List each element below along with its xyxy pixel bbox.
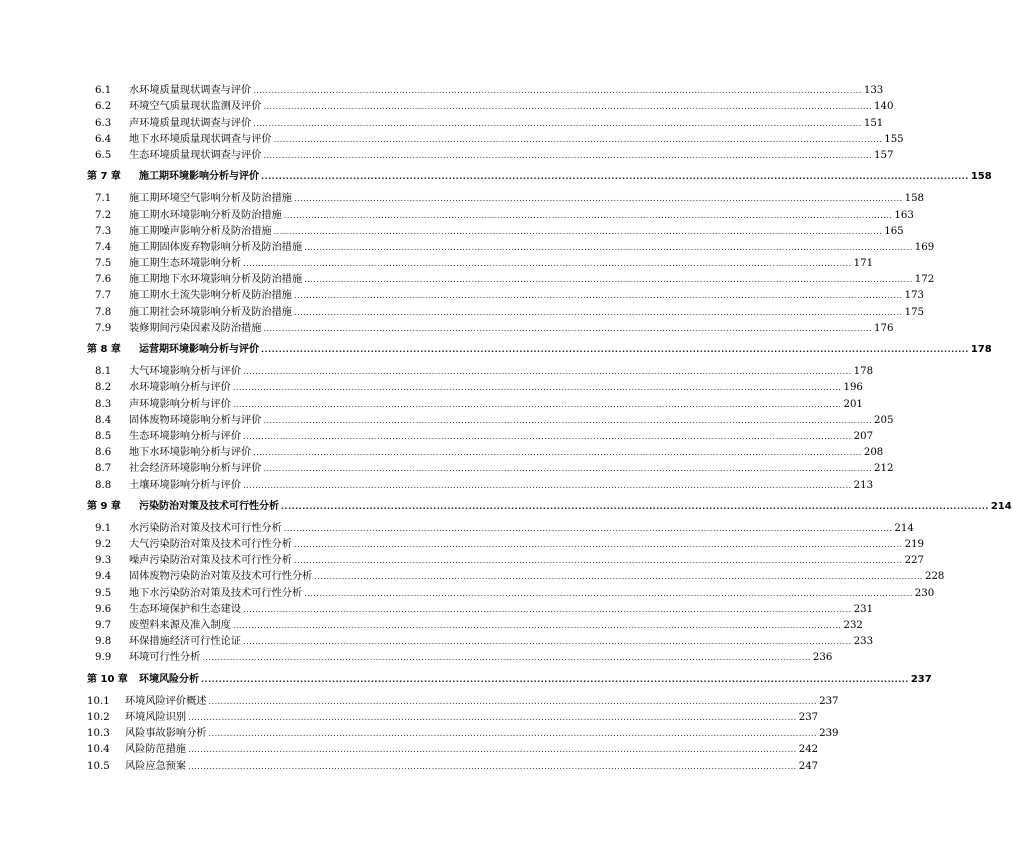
toc-leader-dots: ........................................................................................................................................................................................................ xyxy=(243,637,852,647)
toc-entry-title: 声环境质量现状调查与评价 xyxy=(129,117,252,129)
toc-entry-title: 施工期噪声影响分析及防治措施 xyxy=(129,225,272,237)
toc-section-entry[interactable] xyxy=(87,130,904,146)
toc-entry-page: 242 xyxy=(798,744,819,756)
toc-entry-number: 7.2 xyxy=(95,209,112,221)
toc-entry-page: 237 xyxy=(910,673,932,685)
toc-leader-dots: ........................................................................................................................................................................................................ xyxy=(243,259,852,269)
toc-entry-title: 固体废物环境影响分析与评价 xyxy=(129,414,262,426)
toc-entry-page: 208 xyxy=(863,447,884,459)
toc-entry-page: 239 xyxy=(819,728,839,740)
toc-leader-dots: ........................................................................................................................................................................................................ xyxy=(294,556,903,566)
toc-leader-dots: ........................................................................................................................................................................................................ xyxy=(281,501,989,511)
toc-entry-title: 风险事故影响分析 xyxy=(125,728,207,740)
toc-leader-dots: ........................................................................................................................................................................................................ xyxy=(304,242,913,252)
toc-entry-page: 196 xyxy=(843,382,863,394)
toc-entry-page: 173 xyxy=(904,290,925,302)
toc-entry-number: 6.1 xyxy=(95,85,112,97)
toc-leader-dots: ........................................................................................................................................................................................................ xyxy=(188,712,797,722)
toc-entry-title: 施工期水环境影响分析及防治措施 xyxy=(129,209,282,221)
toc-leader-dots: ........................................................................................................................................................................................................ xyxy=(253,86,862,96)
toc-section-entry[interactable] xyxy=(87,475,874,491)
toc-entry-page: 236 xyxy=(812,652,833,664)
toc-entry-title: 风险防范措施 xyxy=(125,744,187,756)
toc-entry-page: 212 xyxy=(874,463,894,475)
toc-entry-number: 10.4 xyxy=(87,744,110,756)
toc-entry-number: 8.4 xyxy=(95,414,112,426)
toc-entry-title: 环境空气质量现状监测及评价 xyxy=(129,101,262,113)
toc-entry-page: 230 xyxy=(914,587,935,599)
toc-leader-dots: ........................................................................................................................................................................................................ xyxy=(253,118,862,128)
toc-entry-number: 7.1 xyxy=(95,193,112,205)
toc-entry-number: 9.5 xyxy=(95,587,112,599)
toc-section-entry[interactable] xyxy=(87,238,935,254)
toc-entry-number: 第 8 章 xyxy=(87,344,121,355)
toc-entry-page: 237 xyxy=(798,711,819,723)
toc-entry-title: 施工期环境空气影响分析及防治措施 xyxy=(129,193,292,205)
toc-entry-number: 8.3 xyxy=(95,398,112,410)
toc-entry-title: 水环境影响分析与评价 xyxy=(129,382,231,394)
toc-leader-dots: ........................................................................................................................................................................................................ xyxy=(188,745,797,755)
toc-entry-title: 生态环境影响分析与评价 xyxy=(129,430,242,442)
toc-section-entry[interactable] xyxy=(87,319,894,335)
toc-entry-title: 装修期间污染因素及防治措施 xyxy=(129,322,262,334)
toc-entry-number: 10.3 xyxy=(87,728,110,740)
toc-entry-title: 污染防治对策及技术可行性分析 xyxy=(139,500,279,512)
toc-section-entry[interactable] xyxy=(87,740,819,756)
toc-entry-number: 9.1 xyxy=(95,522,112,534)
toc-leader-dots: ........................................................................................................................................................................................................ xyxy=(208,696,818,706)
toc-entry-number: 8.1 xyxy=(95,366,112,378)
toc-chapter-entry[interactable] xyxy=(87,497,1012,513)
toc-entry-page: 157 xyxy=(874,149,894,161)
toc-entry-page: 158 xyxy=(904,193,925,205)
toc-leader-dots: ........................................................................................................................................................................................................ xyxy=(232,621,842,630)
toc-entry-number: 9.6 xyxy=(95,603,112,615)
toc-entry-page: 169 xyxy=(914,241,935,253)
toc-leader-dots: ........................................................................................................................................................................................................ xyxy=(253,448,862,458)
toc-entry-page: 171 xyxy=(853,258,874,270)
toc-entry-title: 环境风险识别 xyxy=(125,711,187,723)
toc-entry-number: 7.6 xyxy=(95,274,112,286)
toc-entry-page: 165 xyxy=(884,225,904,237)
toc-entry-title: 大气污染防治对策及技术可行性分析 xyxy=(129,539,292,551)
toc-entry-title: 风险应急预案 xyxy=(125,760,187,772)
toc-section-entry[interactable] xyxy=(87,411,894,427)
toc-entry-title: 地下水污染防治对策及技术可行性分析 xyxy=(129,587,303,599)
toc-leader-dots: ........................................................................................................................................................................................................ xyxy=(304,588,913,598)
toc-entry-title: 环境风险分析 xyxy=(139,673,199,685)
toc-entry-number: 第 10 章 xyxy=(87,673,128,685)
toc-section-entry[interactable] xyxy=(87,222,904,238)
toc-leader-dots: ........................................................................................................................................................................................................ xyxy=(243,431,852,441)
toc-entry-number: 9.9 xyxy=(95,652,112,664)
toc-entry-title: 施工期环境影响分析与评价 xyxy=(139,171,259,183)
toc-entry-page: 155 xyxy=(884,133,904,145)
toc-section-entry[interactable] xyxy=(87,616,863,632)
toc-entry-page: 232 xyxy=(843,620,863,631)
toc-entry-number: 8.6 xyxy=(95,447,112,459)
toc-entry-title: 废塑料来源及准入制度 xyxy=(129,620,231,631)
toc-leader-dots: ........................................................................................................................................................................................................ xyxy=(294,194,903,204)
toc-section-entry[interactable] xyxy=(87,270,935,286)
toc-entry-number: 10.2 xyxy=(87,711,110,723)
toc-entry-title: 地下水环境影响分析与评价 xyxy=(129,447,252,459)
toc-section-entry[interactable] xyxy=(87,362,874,378)
toc-entry-page: 227 xyxy=(904,555,925,567)
toc-section-entry[interactable] xyxy=(87,97,894,113)
toc-entry-number: 7.8 xyxy=(95,306,112,318)
toc-section-entry[interactable] xyxy=(87,535,925,551)
toc-leader-dots: ........................................................................................................................................................................................................ xyxy=(243,604,852,614)
toc-entry-title: 声环境影响分析与评价 xyxy=(129,398,231,410)
toc-entry-number: 10.5 xyxy=(87,760,110,772)
toc-section-entry[interactable] xyxy=(87,459,894,475)
toc-entry-number: 8.8 xyxy=(95,479,112,491)
toc-entry-title: 地下水环境质量现状调查与评价 xyxy=(129,133,272,145)
toc-entry-number: 9.4 xyxy=(95,571,112,583)
toc-entry-page: 205 xyxy=(874,414,894,426)
toc-entry-title: 生态环境质量现状调查与评价 xyxy=(129,149,262,161)
toc-entry-page: 231 xyxy=(853,603,874,615)
toc-entry-title: 水污染防治对策及技术可行性分析 xyxy=(129,522,282,534)
toc-entry-page: 158 xyxy=(970,171,992,183)
toc-chapter-entry[interactable] xyxy=(87,669,932,685)
toc-entry-number: 8.2 xyxy=(95,382,112,394)
toc-entry-title: 噪声污染防治对策及技术可行性分析 xyxy=(129,555,292,567)
toc-section-entry[interactable] xyxy=(87,427,874,443)
toc-entry-number: 第 7 章 xyxy=(87,171,121,183)
toc-entry-page: 228 xyxy=(924,571,945,583)
toc-entry-page: 133 xyxy=(863,85,884,97)
toc-entry-number: 10.1 xyxy=(87,695,110,707)
toc-leader-dots: ........................................................................................................................................................................................................ xyxy=(263,464,873,474)
toc-entry-title: 水环境质量现状调查与评价 xyxy=(129,85,252,97)
toc-chapter-entry[interactable] xyxy=(87,167,992,183)
toc-entry-title: 施工期固体废弃物影响分析及防治措施 xyxy=(129,241,303,253)
toc-leader-dots: ........................................................................................................................................................................................................ xyxy=(243,367,852,377)
toc-section-entry[interactable] xyxy=(87,286,925,302)
toc-entry-page: 201 xyxy=(843,398,863,410)
toc-section-entry[interactable] xyxy=(87,692,839,708)
toc-leader-dots: ........................................................................................................................................................................................................ xyxy=(232,399,842,409)
toc-entry-page: 163 xyxy=(894,209,914,221)
toc-leader-dots: ........................................................................................................................................................................................................ xyxy=(263,102,873,112)
toc-entry-page: 140 xyxy=(874,101,894,113)
toc-entry-number: 第 9 章 xyxy=(87,500,121,512)
toc-entry-number: 6.3 xyxy=(95,117,112,129)
toc-entry-page: 247 xyxy=(798,760,819,772)
toc-leader-dots: ........................................................................................................................................................................................................ xyxy=(201,674,909,684)
toc-entry-title: 环保措施经济可行性论证 xyxy=(129,636,242,648)
toc-chapter-entry[interactable] xyxy=(87,340,992,356)
toc-entry-number: 8.5 xyxy=(95,430,112,442)
toc-leader-dots: ........................................................................................................................................................................................................ xyxy=(294,540,903,550)
table-of-contents xyxy=(87,81,1012,773)
toc-section-entry[interactable] xyxy=(87,113,884,129)
toc-leader-dots: ........................................................................................................................................................................................................ xyxy=(188,761,797,771)
toc-entry-page: 151 xyxy=(863,117,884,129)
toc-entry-number: 9.3 xyxy=(95,555,112,567)
toc-section-entry[interactable] xyxy=(87,756,819,772)
toc-section-entry[interactable] xyxy=(87,302,925,318)
toc-entry-title: 土壤环境影响分析与评价 xyxy=(129,479,242,491)
toc-entry-title: 运营期环境影响分析与评价 xyxy=(139,344,259,355)
toc-entry-title: 环境风险评价概述 xyxy=(125,695,207,707)
toc-section-entry[interactable] xyxy=(87,443,884,459)
toc-entry-page: 233 xyxy=(853,636,874,648)
toc-entry-number: 9.2 xyxy=(95,539,112,551)
toc-section-entry[interactable] xyxy=(87,81,884,97)
toc-entry-page: 214 xyxy=(990,500,1012,512)
toc-entry-title: 施工期水土流失影响分析及防治措施 xyxy=(129,290,292,302)
toc-entry-page: 178 xyxy=(853,366,874,378)
toc-entry-page: 213 xyxy=(853,479,874,491)
toc-section-entry[interactable] xyxy=(87,189,925,205)
toc-entry-number: 6.2 xyxy=(95,101,112,113)
toc-entry-title: 社会经济环境影响分析与评价 xyxy=(129,463,262,475)
toc-leader-dots: ........................................................................................................................................................................................................ xyxy=(294,307,903,317)
toc-section-entry[interactable] xyxy=(87,394,863,410)
toc-leader-dots: ........................................................................................................................................................................................................ xyxy=(283,523,893,533)
toc-section-entry[interactable] xyxy=(87,146,894,162)
toc-entry-number: 9.7 xyxy=(95,620,112,631)
toc-entry-number: 7.3 xyxy=(95,225,112,237)
toc-leader-dots: ........................................................................................................................................................................................................ xyxy=(263,323,873,333)
toc-section-entry[interactable] xyxy=(87,583,935,599)
toc-entry-title: 施工期地下水环境影响分析及防治措施 xyxy=(129,274,303,286)
toc-section-entry[interactable] xyxy=(87,724,839,740)
toc-section-entry[interactable] xyxy=(87,551,925,567)
toc-leader-dots: ........................................................................................................................................................................................................ xyxy=(202,653,811,663)
toc-section-entry[interactable] xyxy=(87,205,914,221)
toc-entry-number: 7.4 xyxy=(95,241,112,253)
toc-entry-title: 大气环境影响分析与评价 xyxy=(129,366,242,378)
toc-entry-number: 6.4 xyxy=(95,133,112,145)
toc-section-entry[interactable] xyxy=(87,567,945,583)
toc-entry-page: 176 xyxy=(874,322,894,334)
toc-entry-number: 6.5 xyxy=(95,149,112,161)
toc-section-entry[interactable] xyxy=(87,600,874,616)
toc-leader-dots: ........................................................................................................................................................................................................ xyxy=(294,291,903,301)
toc-leader-dots: ........................................................................................................................................................................................................ xyxy=(283,210,893,220)
toc-leader-dots: ........................................................................................................................................................................................................ xyxy=(314,572,923,582)
toc-section-entry[interactable] xyxy=(87,648,833,664)
toc-entry-page: 237 xyxy=(819,695,839,707)
toc-entry-page: 175 xyxy=(904,306,925,318)
toc-entry-number: 7.5 xyxy=(95,258,112,270)
toc-section-entry[interactable] xyxy=(87,378,863,394)
toc-leader-dots: ........................................................................................................................................................................................................ xyxy=(232,383,842,393)
toc-entry-number: 8.7 xyxy=(95,463,112,475)
toc-section-entry[interactable] xyxy=(87,708,819,724)
toc-entry-number: 7.7 xyxy=(95,290,112,302)
toc-entry-title: 环境可行性分析 xyxy=(129,652,201,664)
toc-entry-page: 214 xyxy=(894,522,914,534)
toc-leader-dots: ........................................................................................................................................................................................................ xyxy=(263,150,873,160)
toc-leader-dots: ........................................................................................................................................................................................................ xyxy=(261,172,969,182)
toc-entry-number: 9.8 xyxy=(95,636,112,648)
toc-entry-title: 固体废物污染防治对策及技术可行性分析 xyxy=(129,571,313,583)
toc-section-entry[interactable] xyxy=(87,519,914,535)
toc-entry-title: 施工期生态环境影响分析 xyxy=(129,258,242,270)
toc-section-entry[interactable] xyxy=(87,254,874,270)
toc-entry-page: 172 xyxy=(914,274,935,286)
toc-leader-dots: ........................................................................................................................................................................................................ xyxy=(304,275,913,285)
toc-entry-page: 219 xyxy=(904,539,925,551)
toc-entry-title: 施工期社会环境影响分析及防治措施 xyxy=(129,306,292,318)
toc-section-entry[interactable] xyxy=(87,632,874,648)
toc-leader-dots: ........................................................................................................................................................................................................ xyxy=(208,729,818,739)
toc-entry-number: 7.9 xyxy=(95,322,112,334)
toc-entry-page: 207 xyxy=(853,430,874,442)
toc-leader-dots: ........................................................................................................................................................................................................ xyxy=(273,226,883,236)
toc-leader-dots: ........................................................................................................................................................................................................ xyxy=(243,480,852,490)
toc-leader-dots: ........................................................................................................................................................................................................ xyxy=(261,345,969,354)
toc-entry-page: 178 xyxy=(970,344,992,355)
toc-entry-title: 生态环境保护和生态建设 xyxy=(129,603,242,615)
toc-leader-dots: ........................................................................................................................................................................................................ xyxy=(263,415,873,425)
toc-leader-dots: ........................................................................................................................................................................................................ xyxy=(273,134,883,144)
